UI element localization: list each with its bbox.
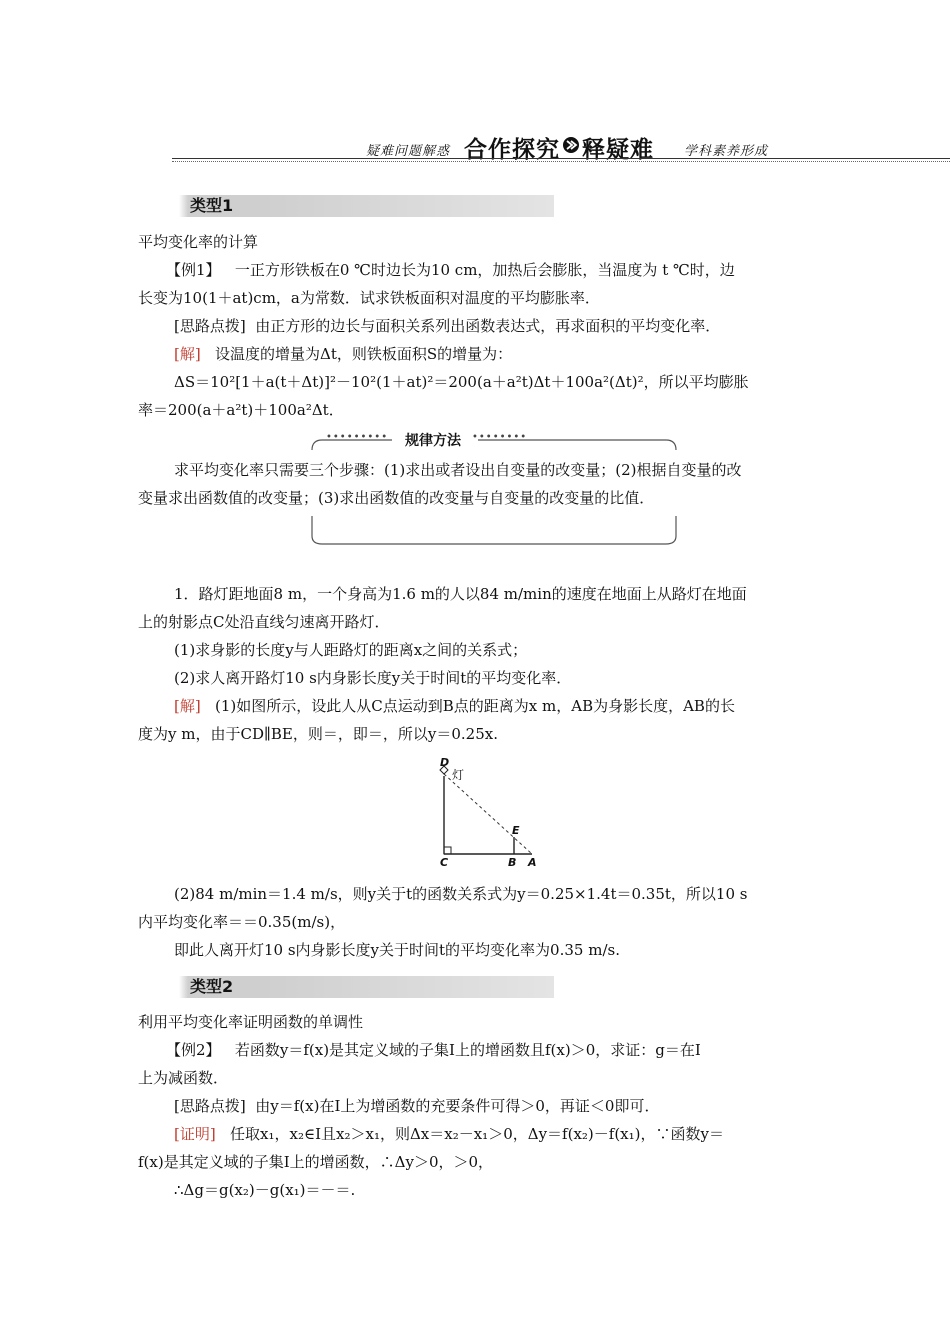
type1-badge-label: 类型1 [190,196,234,215]
example2-line2: 上为减函数． [138,1069,229,1087]
label-lamp: 灯 [452,768,465,782]
exercise1-line2: 上的射影点C处沿直线匀速离开路灯． [138,613,390,631]
light-ray-line [444,774,532,854]
example2-paragraph [138,1036,814,1092]
example1-hint-tag: [思路点拨] [174,317,246,335]
header-rule-bottom [172,161,950,162]
example2-proof-line3: ∴Δg＝g(x₂)－g(x₁)＝－＝. [174,1181,356,1199]
label-A: A [528,856,537,869]
exercise1-sol2-line1: (2)84 m/min＝1.4 m/s，则y关于t的函数关系式为y＝0.25×1.4t＝0.35t，所以10 s [174,885,748,903]
exercise1-solution-tag: [解] [174,697,201,715]
example2-proof-tag: [证明] [174,1125,216,1143]
exercise1-sol1-line1: (1)如图所示，设此人从C点运动到B点的距离为x m，AB为身影长度，AB的长 [215,697,735,715]
header-title-part1: 合作探究 [464,137,560,163]
label-C: C [440,856,449,869]
header-right-label: 学科素养形成 [684,144,769,159]
example2-proof-line2: f(x)是其定义域的子集I上的增函数，∴Δy＞0，＞0， [138,1153,494,1171]
header-chevron-icon [562,136,580,158]
example1-solution-text: 设温度的增量为Δt，则铁板面积S的增量为： [215,345,513,363]
type2-badge [174,976,554,998]
type2-heading: 利用平均变化率证明函数的单调性 [138,1013,364,1031]
example1-solution [138,340,814,424]
exercise1-q1: (1)求身影的长度y与人距路灯的距离x之间的关系式； [174,641,528,659]
example1-hint-text: 由正方形的边长与面积关系列出函数表达式，再求面积的平均变化率． [255,317,721,335]
example1-line1: 一正方形铁板在0 ℃时边长为10 cm，加热后会膨胀，当温度为 t ℃时，边 [234,261,735,279]
header-title-part2: 释疑难 [582,137,654,163]
example2-hint-text: 由y＝f(x)在I上为增函数的充要条件可得＞0，再证＜0即可． [255,1097,660,1115]
label-D: D [440,756,450,769]
exercise1-question [138,580,814,692]
type1-heading: 平均变化率的计算 [138,233,259,251]
example2-proof-line1: 任取x₁，x₂∈I且x₂＞x₁，则Δx＝x₂－x₁＞0，Δy＝f(x₂)－f(x₁)，∵函数y＝ [230,1125,724,1143]
method-line2: 变量求出函数值的改变量；(3)求出函数值的改变量与自变量的改变量的比值． [138,489,655,507]
exercise1-line1: 1．路灯距地面8 m，一个身高为1.6 m的人以84 m/min的速度在地面上从路灯在地面 [174,585,747,603]
example1-tag: 【例1】 [166,261,221,279]
exercise1-solution-part2 [138,880,814,964]
method-dots-right: •••••••• [472,432,528,443]
example1-solution-line3: 率＝200(a＋a²t)＋100a²Δt． [138,401,344,419]
header-rule-top [172,158,950,159]
type1-badge [174,195,554,217]
exercise1-sol2-line3: 即此人离开灯10 s内身影长度y关于时间t的平均变化率为0.35 m/s. [174,941,620,959]
lamp-shadow-figure [426,754,546,870]
example1-line2: 长变为10(1＋at)cm，a为常数．试求铁板面积对温度的平均膨胀率． [138,289,600,307]
example1-paragraph [138,256,814,312]
example2-hint [138,1092,814,1120]
label-B: B [508,856,517,869]
header-left-label: 疑难问题解惑 [366,144,451,159]
example2-proof [138,1120,814,1204]
method-title: 规律方法 [394,430,472,450]
label-E: E [512,824,520,837]
example2-hint-tag: [思路点拨] [174,1097,246,1115]
example1-solution-line2: ΔS＝10²[1＋a(t＋Δt)]²－10²(1＋at)²＝200(a＋a²t)Δt＋100a²(Δt)²，所以平均膨胀 [174,373,749,391]
exercise1-sol1-line2: 度为y m，由于CD∥BE，则＝，即＝，所以y＝0.25x. [138,725,498,743]
type2-badge-label: 类型2 [190,977,234,996]
right-angle-mark [444,847,451,854]
example2-line1: 若函数y＝f(x)是其定义域的子集I上的增函数且f(x)＞0，求证：g＝在I [234,1041,701,1059]
exercise1-q2: (2)求人离开路灯10 s内身影长度y关于时间t的平均变化率． [174,669,572,687]
example1-solution-tag: [解] [174,345,201,363]
exercise1-sol2-line2: 内平均变化率＝＝0.35(m/s)， [138,913,346,931]
example1-hint [138,312,814,340]
exercise1-solution-part1 [138,692,814,748]
method-text [138,456,814,512]
method-line1: 求平均变化率只需要三个步骤：(1)求出或者设出自变量的改变量；(2)根据自变量的改 [174,461,742,479]
method-dots-left: ••••••••• [326,432,389,443]
example2-tag: 【例2】 [166,1041,221,1059]
